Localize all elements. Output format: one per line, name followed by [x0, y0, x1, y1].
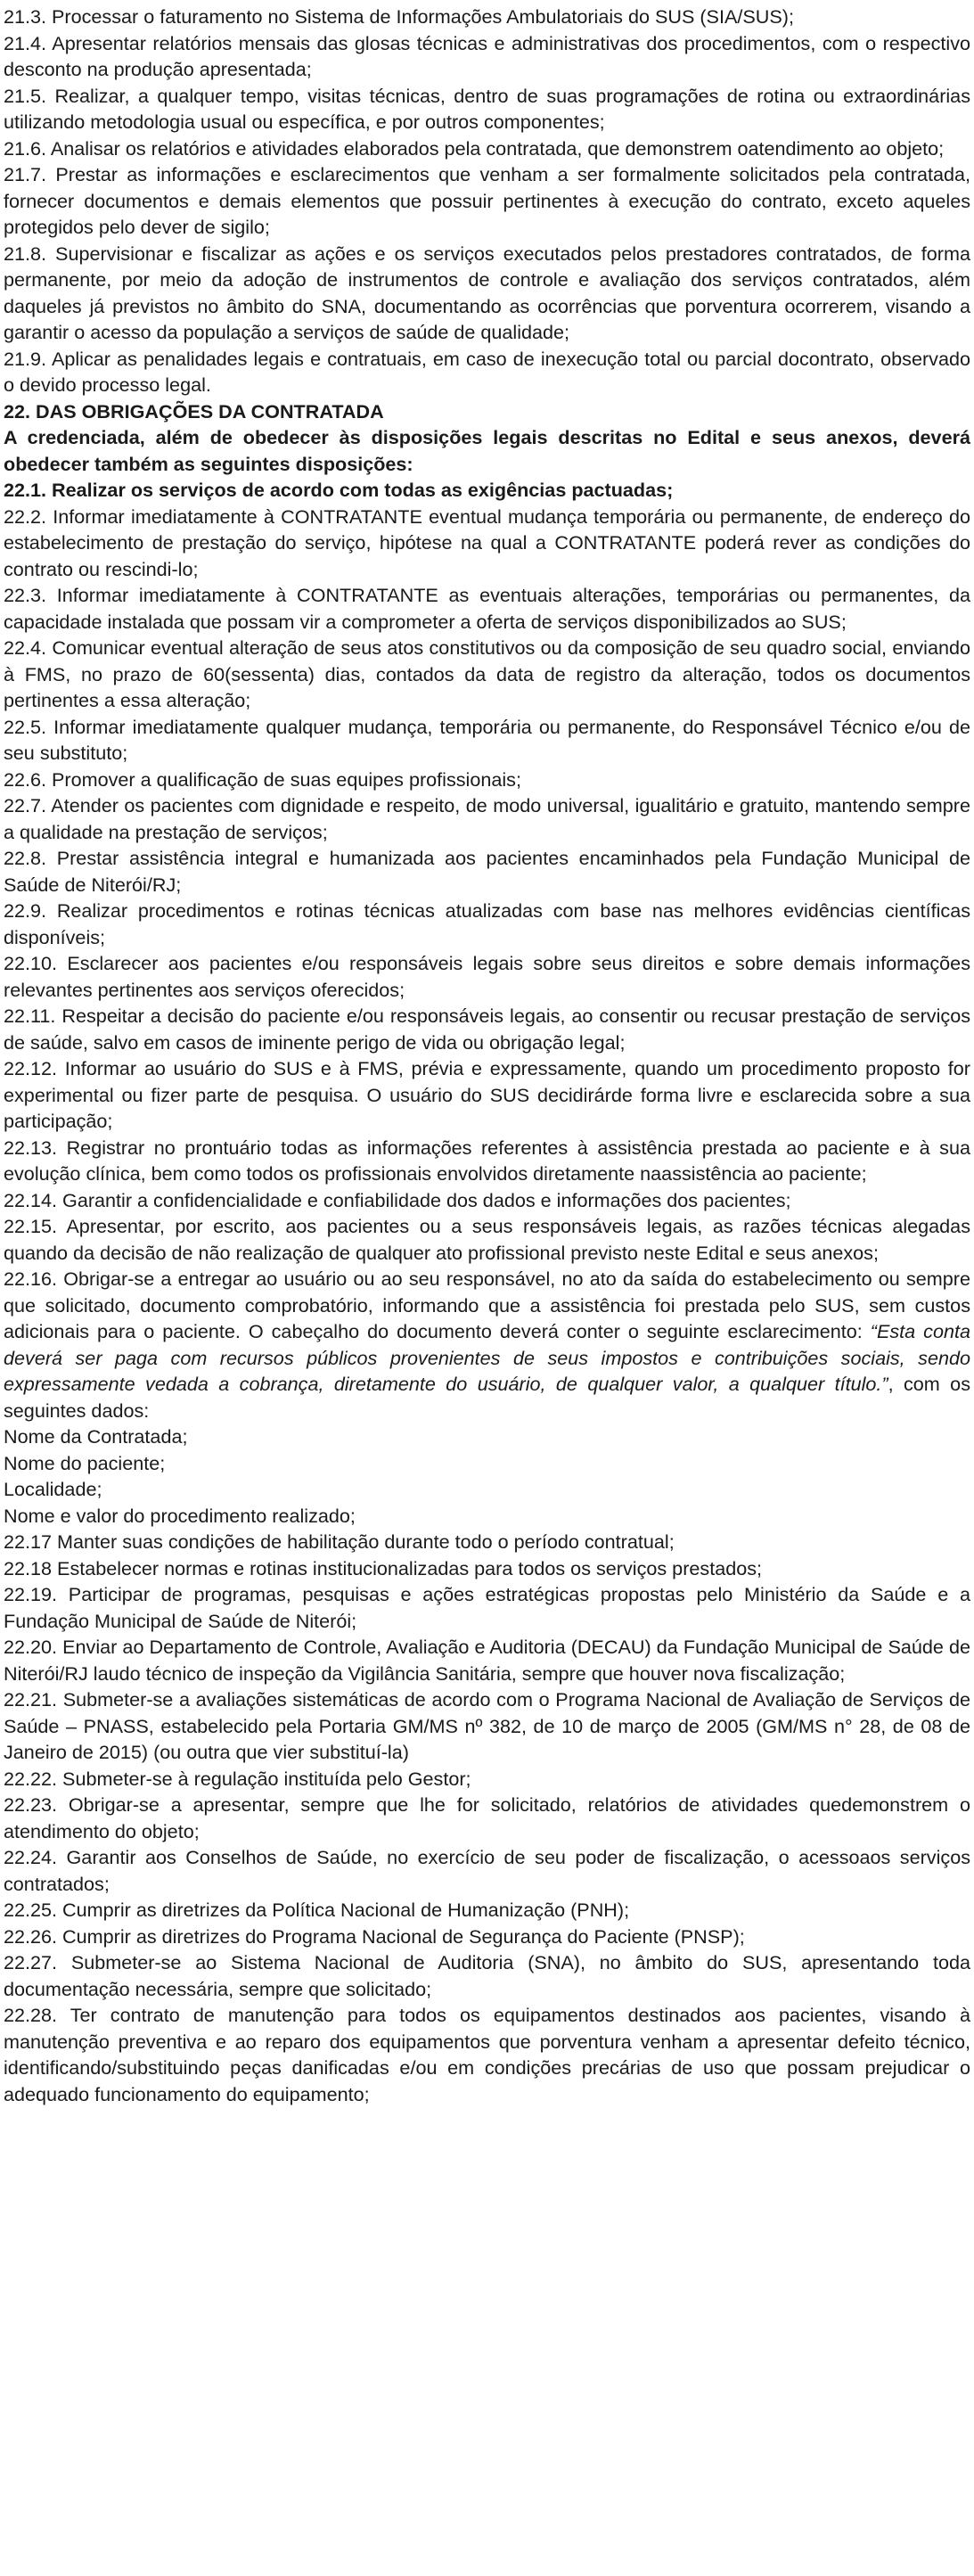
clause-21-5: 21.5. Realizar, a qualquer tempo, visitas técnicas, dentro de suas programações de rotina ou extraordinárias utilizando metodologia usual ou específica, e por outros componentes; [4, 84, 970, 133]
clause-22-3: 22.3. Informar imediatamente à CONTRATANTE as eventuais alterações, temporárias ou permanentes, da capacidade instalada que possam vir a comprometer a oferta de serviços disponibilizados ao SUS; [4, 584, 970, 633]
clause-22-21: 22.21. Submeter-se a avaliações sistemáticas de acordo com o Programa Nacional de Avaliação de Serviços de Saúde – PNASS, estabelecido pela Portaria GM/MS nº 382, de 10 de março de 2005 (GM/MS n° 28, de 08 de Janeiro de 2015) (ou outra que vier substituí-la) [4, 1688, 970, 1763]
data-item-paciente: Nome do paciente; [4, 1451, 166, 1474]
clause-22-27: 22.27. Submeter-se ao Sistema Nacional de Auditoria (SNA), no âmbito do SUS, apresentando toda documentação necessária, sempre que solicitado; [4, 1951, 970, 2000]
clause-22-14: 22.14. Garantir a confidencialidade e confiabilidade dos dados e informações dos pacientes; [4, 1188, 791, 1211]
clause-22-7: 22.7. Atender os pacientes com dignidade e respeito, de modo universal, igualitário e gratuito, mantendo sempre a qualidade na prestação de serviços; [4, 794, 970, 843]
clause-22-11: 22.11. Respeitar a decisão do paciente e/ou responsáveis legais, ao consentir ou recusar prestação de serviços de saúde, salvo em casos de iminente perigo de vida ou obrigação legal; [4, 1005, 970, 1054]
clause-22-1: 22.1. Realizar os serviços de acordo com todas as exigências pactuadas; [4, 479, 674, 501]
clause-22-28: 22.28. Ter contrato de manutenção para todos os equipamentos destinados aos pacientes, visando à manutenção preventiva e ao reparo dos equipamentos que porventura venham a apresentar defeito técnico, identificando/substituindo peças danificadas e/ou em condições precárias de uso que possam prejudicar o adequado funcionamento do equipamento; [4, 2004, 970, 2105]
clause-21-8: 21.8. Supervisionar e fiscalizar as ações e os serviços executados pelos prestadores contratados, de forma permanente, por meio da adoção de instrumentos de controle e avaliação dos serviços contratados, além daqueles já previstos no âmbito do SNA, documentando as ocorrências que porventura ocorrerem, visando a garantir o acesso da população a serviços de saúde de qualidade; [4, 242, 970, 343]
clause-22-23: 22.23. Obrigar-se a apresentar, sempre que lhe for solicitado, relatórios de atividades quedemonstrem o atendimento do objeto; [4, 1793, 970, 1842]
clause-22-13: 22.13. Registrar no prontuário todas as informações referentes à assistência prestada ao paciente e à sua evolução clínica, bem como todos os profissionais envolvidos diretamente naassistência ao paciente; [4, 1136, 970, 1185]
clause-22-9: 22.9. Realizar procedimentos e rotinas técnicas atualizadas com base nas melhores evidências científicas disponíveis; [4, 899, 970, 948]
clause-21-7: 21.7. Prestar as informações e esclarecimentos que venham a ser formalmente solicitados pela contratada, fornecer documentos e demais elementos que possuir pertinentes à execução do contrato, exceto aqueles protegidos pelo dever de sigilo; [4, 163, 970, 238]
clause-22-20: 22.20. Enviar ao Departamento de Controle, Avaliação e Auditoria (DECAU) da Fundação Municipal de Saúde de Niterói/RJ laudo técnico de inspeção da Vigilância Sanitária, sempre que houver nova fiscalização; [4, 1636, 970, 1685]
clause-22-16-tail: , com os seguintes dados: [4, 1373, 970, 1422]
clause-22-15: 22.15. Apresentar, por escrito, aos pacientes ou a seus responsáveis legais, as razões técnicas alegadas quando da decisão de não realização de qualquer ato profissional previsto neste Edital e seus anexos; [4, 1215, 970, 1264]
data-item-localidade: Localidade; [4, 1478, 102, 1500]
clause-21-4: 21.4. Apresentar relatórios mensais das glosas técnicas e administrativas dos procedimentos, com o respectivo desconto na produção apresentada; [4, 31, 970, 80]
clause-22-5: 22.5. Informar imediatamente qualquer mudança, temporária ou permanente, do Responsável Técnico e/ou de seu substituto; [4, 715, 970, 764]
clause-22-8: 22.8. Prestar assistência integral e humanizada aos pacientes encaminhados pela Fundação Municipal de Saúde de Niterói/RJ; [4, 847, 970, 896]
clause-22-26: 22.26. Cumprir as diretrizes do Programa Nacional de Segurança do Paciente (PNSP); [4, 1924, 745, 1948]
clause-22-6: 22.6. Promover a qualificação de suas equipes profissionais; [4, 767, 521, 791]
clause-22-4: 22.4. Comunicar eventual alteração de seus atos constitutivos ou da composição de seu quadro social, enviando à FMS, no prazo de 60(sessenta) dias, contados da data de registro da alteração, todos os documentos pertinentes a essa alteração; [4, 636, 970, 711]
data-item-procedimento: Nome e valor do procedimento realizado; [4, 1504, 356, 1527]
clause-21-6: 21.6. Analisar os relatórios e atividades elaborados pela contratada, que demonstrem oatendimento ao objeto; [4, 136, 945, 160]
section-intro: A credenciada, além de obedecer às disposições legais descritas no Edital e seus anexos, deverá obedecer também as seguintes disposições: [4, 426, 970, 475]
clause-22-18: 22.18 Estabelecer normas e rotinas institucionalizadas para todos os serviços prestados; [4, 1556, 763, 1579]
clause-22-16-quote: “Esta conta deverá ser paga com recursos públicos provenientes de seus impostos e contribuições sociais, sendo expressamente vedada a cobrança, diretamente do usuário, de qualquer valor, a qualquer título.” [4, 1320, 970, 1395]
clause-22-19: 22.19. Participar de programas, pesquisas e ações estratégicas propostas pelo Ministério da Saúde e a Fundação Municipal de Saúde de Niterói; [4, 1583, 970, 1632]
clause-22-10: 22.10. Esclarecer aos pacientes e/ou responsáveis legais sobre seus direitos e sobre demais informações relevantes pertinentes aos serviços oferecidos; [4, 952, 970, 1001]
clause-21-3: 21.3. Processar o faturamento no Sistema de Informações Ambulatoriais do SUS (SIA/SUS); [4, 5, 794, 28]
clause-22-25: 22.25. Cumprir as diretrizes da Política Nacional de Humanização (PNH); [4, 1899, 630, 1921]
clause-21-9: 21.9. Aplicar as penalidades legais e contratuais, em caso de inexecução total ou parcial docontrato, observado o devido processo legal. [4, 347, 970, 396]
clause-22-16-lead: 22.16. Obrigar-se a entregar ao usuário ou ao seu responsável, no ato da saída do estabelecimento ou sempre que solicitado, documento comprobatório, informando que a assistência foi prestada pelo SUS, sem custos adicionais para o paciente. O cabeçalho do documento deverá conter o seguinte esclarecimento: [4, 1267, 970, 1342]
clause-22-24: 22.24. Garantir aos Conselhos de Saúde, no exercício de seu poder de fiscalização, o acessoaos serviços contratados; [4, 1846, 970, 1895]
clause-22-12: 22.12. Informar ao usuário do SUS e à FMS, prévia e expressamente, quando um procedimento proposto for experimental ou fizer parte de pesquisa. O usuário do SUS decidirárde forma livre e esclarecida sobre a sua participação; [4, 1057, 970, 1132]
clause-22-2: 22.2. Informar imediatamente à CONTRATANTE eventual mudança temporária ou permanente, de endereço do estabelecimento de prestação do serviço, hipótese na qual a CONTRATANTE poderá rever as condições do contrato ou rescindi-lo; [4, 505, 970, 580]
data-item-contratada: Nome da Contratada; [4, 1425, 188, 1448]
clause-22-17: 22.17 Manter suas condições de habilitação durante todo o período contratual; [4, 1530, 675, 1553]
clause-22-16 [4, 1266, 970, 1423]
section-heading: 22. DAS OBRIGAÇÕES DA CONTRATADA [4, 399, 384, 422]
clause-22-22: 22.22. Submeter-se à regulação instituída pelo Gestor; [4, 1767, 471, 1790]
